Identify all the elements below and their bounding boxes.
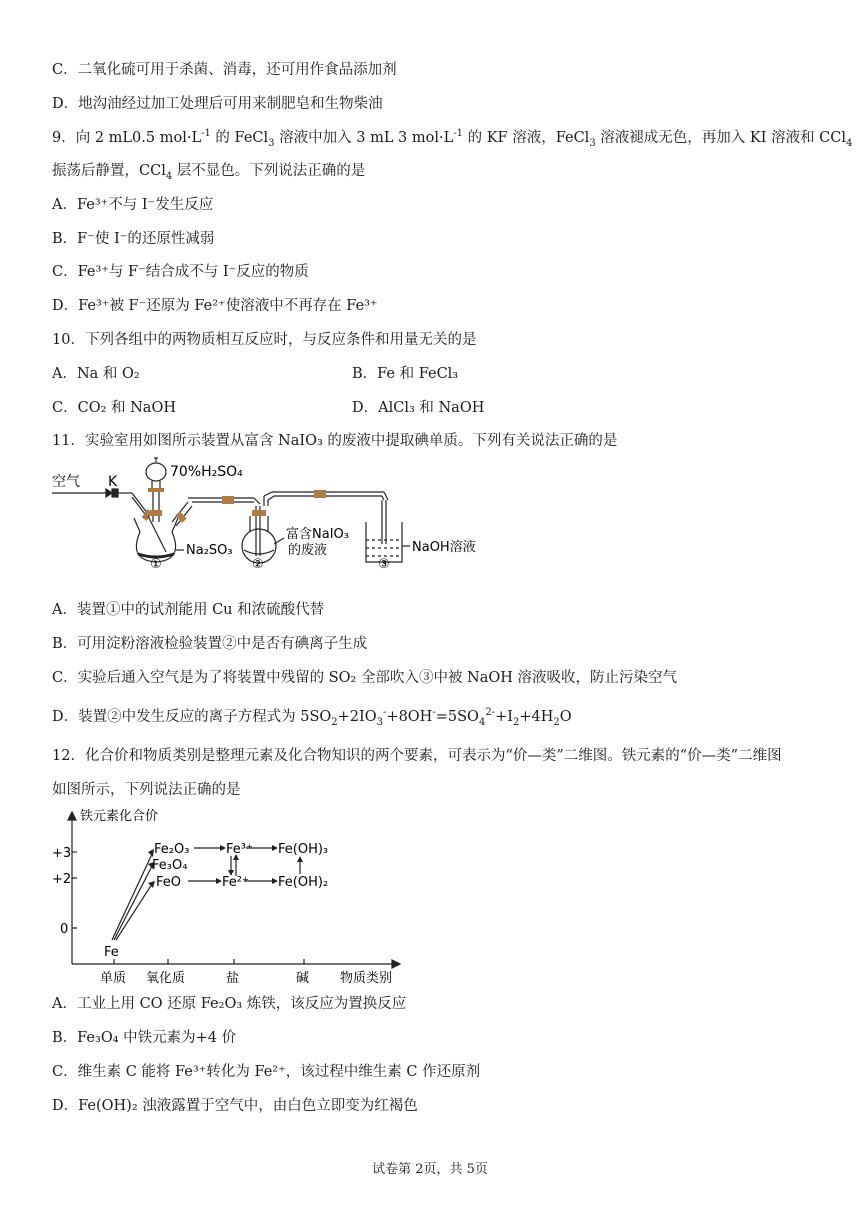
label-device-2: ② <box>252 557 264 570</box>
q9-option-c: C．Fe³⁺与 F⁻结合成不与 I⁻反应的物质 <box>52 264 309 280</box>
x-axis-label: 物质类别 <box>340 971 393 986</box>
x-tick-elemental: 单质 <box>100 971 127 986</box>
q11-option-a: A．装置①中的试剂能用 Cu 和浓硫酸代替 <box>52 602 325 618</box>
q11-option-c: C．实验后通入空气是为了将装置中残留的 SO₂ 全部吹入③中被 NaOH 溶液吸收，防止污染空气 <box>52 670 678 686</box>
node-feoh3: Fe(OH)₃ <box>278 842 329 857</box>
q10-stem: 10．下列各组中的两物质相互反应时，与反应条件和用量无关的是 <box>52 332 477 348</box>
label-acid: 70%H₂SO₄ <box>170 464 243 480</box>
node-fe3-ion: Fe³⁺ <box>226 842 253 857</box>
node-feoh2: Fe(OH)₂ <box>278 875 329 890</box>
node-fe: Fe <box>104 945 119 960</box>
q9-stem-line2: 振荡后静置，CCl$_4$ 层不显色。下列说法正确的是 <box>52 163 366 182</box>
q8-option-d: D．地沟油经过加工处理后可用来制肥皂和生物柴油 <box>52 96 383 112</box>
label-valve-k: K <box>108 474 118 490</box>
q9-option-a: A．Fe³⁺不与 I⁻发生反应 <box>52 197 214 213</box>
q11-apparatus-figure <box>48 456 508 570</box>
node-fe3o4: Fe₃O₄ <box>152 858 188 873</box>
q12-option-d: D．Fe(OH)₂ 浊液露置于空气中，由白色立即变为红褐色 <box>52 1098 418 1114</box>
q11-option-b: B．可用淀粉溶液检验装置②中是否有碘离子生成 <box>52 636 368 652</box>
x-tick-base: 碱 <box>296 971 310 986</box>
y-tick-zero: 0 <box>60 922 69 937</box>
label-device-3: ③ <box>378 557 390 570</box>
q10-option-a: A．Na 和 O₂ <box>52 366 140 382</box>
q12-valence-class-diagram <box>48 806 418 990</box>
x-tick-oxide: 氧化质 <box>146 971 186 986</box>
q10-option-c: C．CO₂ 和 NaOH <box>52 400 176 416</box>
q9-stem-line1: 9．向 2 mL0.5 $mol\cdot L^{-1}$ 的 FeCl$_3$ 溶液中加入 3 mL 3 $mol\cdot L^{-1}$ 的 KF 溶液，FeCl$_3$ 溶液褪成无色，再加入 KI 溶液和 CCl$_4$ <box>52 128 853 149</box>
node-fe2-ion: Fe²⁺ <box>222 875 249 890</box>
label-air: 空气 <box>52 474 80 490</box>
q12-option-a: A．工业上用 CO 还原 Fe₂O₃ 炼铁，该反应为置换反应 <box>52 996 407 1012</box>
q10-option-b: B．Fe 和 FeCl₃ <box>352 366 459 382</box>
page-footer: 试卷第 2页，共 5页 <box>372 1162 488 1177</box>
label-naoh: NaOH溶液 <box>412 540 476 555</box>
q12-option-b: B．Fe₃O₄ 中铁元素为+4 价 <box>52 1030 237 1046</box>
y-tick-plus2: +2 <box>52 872 72 887</box>
q9-option-d: D．Fe³⁺被 F⁻还原为 Fe²⁺使溶液中不再存在 Fe³⁺ <box>52 298 378 314</box>
q10-option-d: D．AlCl₃ 和 NaOH <box>352 400 485 416</box>
q11-option-d: D．装置②中发生反应的离子方程式为 $5SO_2+2IO_3^-+8OH^-=5SO_4^{2-}+I_2+4H_2O$ <box>52 707 572 728</box>
q12-option-c: C．维生素 C 能将 Fe³⁺转化为 Fe²⁺，该过程中维生素 C 作还原剂 <box>52 1064 481 1080</box>
label-liquid-line1: 富含NaIO₃ <box>286 527 349 542</box>
label-salt: Na₂SO₃ <box>186 543 233 558</box>
y-axis-label: 铁元素化合价 <box>80 809 159 824</box>
y-tick-plus3: +3 <box>52 846 72 861</box>
q12-stem-line1: 12．化合价和物质类别是整理元素及化合物知识的两个要素，可表示为“价—类”二维图。铁元素的“价—类”二维图 <box>52 748 782 764</box>
q9-option-b: B．F⁻使 I⁻的还原性减弱 <box>52 231 215 247</box>
node-feo: FeO <box>156 875 181 890</box>
label-device-1: ① <box>150 557 162 570</box>
node-fe2o3: Fe₂O₃ <box>154 842 190 857</box>
x-tick-salt: 盐 <box>226 971 240 986</box>
q11-stem: 11．实验室用如图所示装置从富含 NaIO₃ 的废液中提取碘单质。下列有关说法正确的是 <box>52 433 618 449</box>
q12-stem-line2: 如图所示，下列说法正确的是 <box>52 782 241 798</box>
label-liquid-line2: 的废液 <box>288 543 328 558</box>
q8-option-c: C．二氧化硫可用于杀菌、消毒，还可用作食品添加剂 <box>52 62 397 78</box>
